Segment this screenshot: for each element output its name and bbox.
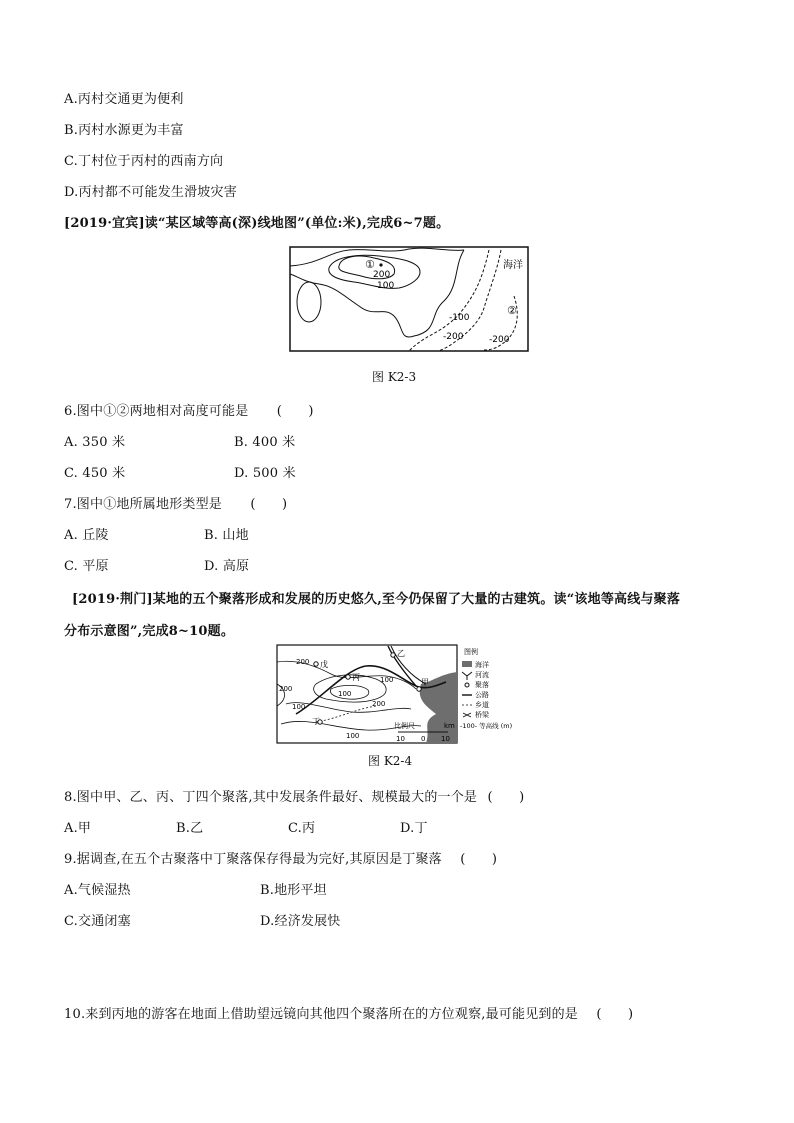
q8-answer-paren: ( ) — [487, 790, 525, 805]
figure-caption-k2-3: 图 K2-3 — [372, 370, 417, 384]
legend-sea-swatch — [462, 661, 472, 667]
q6-option-c: C. 450 米 — [64, 466, 126, 481]
q10-stem-text: 10.来到丙地的游客在地面上借助望远镜向其他四个聚落所在的方位观察,最可能见到的是 — [64, 1007, 579, 1022]
q9-option-b: B.地形平坦 — [260, 883, 327, 898]
q7-option-c: C. 平原 — [64, 559, 109, 574]
contour-map-k2-3 — [289, 246, 529, 352]
scale-tick-left: 10 — [396, 735, 405, 743]
q8-stem-text: 8.图中甲、乙、丙、丁四个聚落,其中发展条件最好、规模最大的一个是 — [64, 790, 478, 805]
label-minus200-a: -200 — [443, 332, 464, 342]
q6-option-b: B. 400 米 — [234, 435, 296, 450]
q7-option-a: A. 丘陵 — [64, 528, 109, 543]
q8-option-d: D.丁 — [400, 821, 428, 836]
label-100: 100 — [377, 281, 395, 291]
q6-stem-text: 6.图中①②两地相对高度可能是 — [64, 404, 249, 419]
label-point-2: ② — [507, 304, 517, 317]
label-c200a: 200 — [296, 658, 310, 666]
scale-title: 比例尺 — [394, 722, 415, 730]
contour-map-k2-3-svg — [289, 246, 529, 352]
intro-6-7: [2019·宜宾]读“某区域等高(深)线地图”(单位:米),完成6~7题。 — [64, 216, 450, 231]
label-200: 200 — [373, 270, 391, 280]
settlement-yi-marker — [391, 653, 395, 657]
q7-stem-text: 7.图中①地所属地形类型是 — [64, 497, 223, 512]
settlement-jia-marker — [417, 687, 421, 691]
label-sea: 海洋 — [503, 260, 523, 271]
settlement-map-k2-4-svg — [276, 644, 512, 744]
label-point-1: ① — [365, 258, 375, 271]
legend-path: 乡道 — [475, 701, 489, 709]
legend-bridge-icon — [463, 713, 471, 717]
q6-stem — [64, 400, 314, 419]
legend-settlement-icon — [465, 683, 469, 687]
q9-option-c: C.交通闭塞 — [64, 914, 131, 929]
legend-river: 河流 — [475, 671, 489, 679]
q10-stem — [64, 1003, 633, 1022]
q5-option-d: D.丙村都不可能发生滑坡灾害 — [64, 185, 237, 200]
q6-answer-paren: ( ) — [276, 404, 314, 419]
label-c100a: 100 — [380, 676, 394, 684]
q9-option-a: A.气候湿热 — [64, 883, 131, 898]
settlement-bing-marker — [346, 675, 350, 679]
point-1-dot — [379, 263, 382, 266]
label-ding: 丁 — [312, 717, 320, 726]
intro-8-10-line2: 分布示意图”,完成8~10题。 — [64, 624, 235, 639]
q5-option-c: C.丁村位于丙村的西南方向 — [64, 154, 224, 169]
label-c100c: 100 — [292, 703, 306, 711]
legend-title: 图例 — [464, 648, 478, 656]
q6-option-d: D. 500 米 — [234, 466, 296, 481]
intro-8-10-line1: [2019·荆门]某地的五个聚落形成和发展的历史悠久,至今仍保留了大量的古建筑。读“该地等高线与聚落 — [72, 592, 681, 607]
q8-stem — [64, 786, 524, 805]
q8-option-a: A.甲 — [64, 821, 92, 836]
settlement-wu-marker — [314, 662, 318, 666]
scale-tick-mid: 0 — [421, 735, 426, 743]
legend-road: 公路 — [475, 691, 489, 699]
settlement-map-k2-4 — [276, 644, 512, 744]
legend-contour: -100- 等高线 (m) — [460, 722, 512, 730]
q9-answer-paren: ( ) — [460, 852, 498, 867]
legend-river-icon — [462, 672, 472, 680]
q10-answer-paren: ( ) — [596, 1007, 634, 1022]
label-jia: 甲 — [421, 678, 429, 687]
label-minus100: -100 — [449, 313, 470, 323]
q9-option-d: D.经济发展快 — [260, 914, 341, 929]
figure-caption-k2-4: 图 K2-4 — [368, 754, 413, 768]
legend-bridge: 桥梁 — [475, 711, 489, 719]
scale-unit: km — [444, 722, 455, 730]
label-c200b: 200 — [279, 685, 293, 693]
legend-settlement: 聚落 — [475, 681, 489, 689]
label-c100d: 100 — [346, 732, 360, 740]
q8-option-c: C.丙 — [288, 821, 316, 836]
legend-sea: 海洋 — [475, 661, 489, 669]
q7-option-b: B. 山地 — [204, 528, 249, 543]
label-c100b: 100 — [338, 690, 352, 698]
label-minus200-b: -200 — [489, 335, 510, 345]
label-yi: 乙 — [397, 649, 405, 658]
q5-option-b: B.丙村水源更为丰富 — [64, 123, 184, 138]
q8-option-b: B.乙 — [176, 821, 204, 836]
q5-option-a: A.丙村交通更为便利 — [64, 92, 184, 107]
q9-stem — [64, 848, 497, 867]
scale-tick-right: 10 — [441, 735, 450, 743]
q9-stem-text: 9.据调查,在五个古聚落中丁聚落保存得最为完好,其原因是丁聚落 — [64, 852, 442, 867]
label-c200c: 200 — [372, 700, 386, 708]
q7-stem — [64, 493, 287, 512]
q7-answer-paren: ( ) — [250, 497, 288, 512]
q6-option-a: A. 350 米 — [64, 435, 126, 450]
label-bing: 丙 — [352, 673, 360, 682]
label-wu: 戊 — [320, 660, 328, 669]
q7-option-d: D. 高原 — [204, 559, 250, 574]
